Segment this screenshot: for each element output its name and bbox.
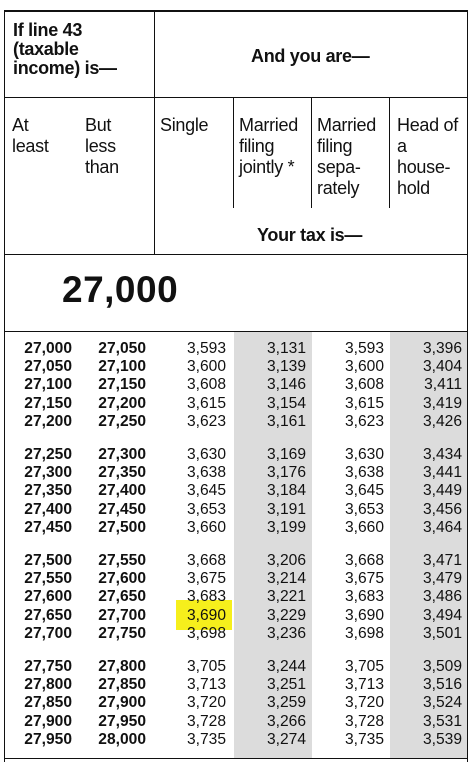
table-row <box>4 501 468 519</box>
line-43-label: If line 43 (taxable income) is— <box>13 20 117 78</box>
table-row <box>4 588 468 606</box>
married-jointly-cell: 3,176 <box>266 464 306 482</box>
head-of-household-cell: 3,471 <box>422 552 462 569</box>
single-cell: 3,630 <box>186 446 226 463</box>
table-row <box>4 676 468 694</box>
at-least-cell: 27,400 <box>24 500 72 518</box>
married-jointly-cell: 3,259 <box>266 694 306 712</box>
table-row <box>4 464 468 482</box>
head-of-household-cell: 3,516 <box>422 676 462 694</box>
single-cell: 3,675 <box>186 570 226 588</box>
single-cell: 3,690 <box>186 606 226 624</box>
married-jointly-cell: 3,214 <box>266 570 306 588</box>
single-cell: 3,623 <box>186 412 226 430</box>
table-row <box>4 607 468 625</box>
at-least-cell: 27,750 <box>24 658 72 675</box>
head-of-household-cell: 3,411 <box>424 376 462 394</box>
table-row <box>4 482 468 500</box>
at-least-cell: 27,100 <box>24 376 72 394</box>
but-less-than-cell: 27,750 <box>98 624 146 642</box>
head-of-household-cell: 3,524 <box>422 694 462 712</box>
married-separately-cell: 3,705 <box>344 658 384 675</box>
married-separately-label: Married filing sepa- rately <box>317 115 376 198</box>
table-row <box>4 395 468 413</box>
at-least-cell: 27,050 <box>24 358 72 376</box>
tax-table <box>4 10 468 762</box>
married-separately-cell: 3,638 <box>344 464 384 482</box>
head-of-household-cell: 3,501 <box>422 624 462 642</box>
but-less-than-cell: 27,400 <box>98 482 146 500</box>
but-less-than-cell: 27,450 <box>98 500 146 518</box>
married-separately-cell: 3,623 <box>344 412 384 430</box>
but-less-than-cell: 27,100 <box>98 358 146 376</box>
head-of-household-cell: 3,539 <box>422 730 462 748</box>
head-of-household-cell: 3,509 <box>422 658 462 675</box>
single-cell: 3,713 <box>186 676 226 694</box>
single-cell: 3,660 <box>186 518 226 536</box>
at-least-cell: 27,350 <box>24 482 72 500</box>
table-row <box>4 376 468 394</box>
but-less-than-cell: 27,350 <box>98 464 146 482</box>
but-less-than-cell: 27,700 <box>98 606 146 624</box>
married-separately-cell: 3,593 <box>344 340 384 357</box>
but-less-than-cell: 27,200 <box>98 394 146 412</box>
at-least-cell: 27,650 <box>24 606 72 624</box>
single-cell: 3,720 <box>186 694 226 712</box>
head-of-household-cell: 3,486 <box>422 588 462 606</box>
head-of-household-cell: 3,396 <box>422 340 462 357</box>
but-less-than-cell: 27,800 <box>98 658 146 675</box>
section-title: 27,000 <box>62 269 179 310</box>
table-row <box>4 446 468 464</box>
married-jointly-cell: 3,139 <box>266 358 306 376</box>
single-cell: 3,683 <box>186 588 226 606</box>
but-less-than-label: But less than <box>85 115 119 177</box>
single-cell: 3,728 <box>186 712 226 730</box>
married-jointly-cell: 3,154 <box>266 394 306 412</box>
your-tax-is-label: Your tax is— <box>257 225 363 245</box>
married-separately-cell: 3,720 <box>344 694 384 712</box>
column-divider-1 <box>233 98 234 208</box>
at-least-cell: 27,950 <box>24 730 72 748</box>
but-less-than-cell: 27,050 <box>98 340 146 357</box>
table-row <box>4 658 468 676</box>
single-cell: 3,615 <box>186 394 226 412</box>
married-separately-cell: 3,630 <box>344 446 384 463</box>
but-less-than-cell: 27,300 <box>98 446 146 463</box>
married-jointly-cell: 3,244 <box>266 658 306 675</box>
head-of-household-cell: 3,479 <box>422 570 462 588</box>
married-separately-cell: 3,653 <box>344 500 384 518</box>
table-row <box>4 552 468 570</box>
married-jointly-label: Married filing jointly * <box>239 115 298 177</box>
at-least-label: At least <box>12 115 49 156</box>
top-border <box>4 10 468 12</box>
married-separately-cell: 3,645 <box>344 482 384 500</box>
but-less-than-cell: 27,900 <box>98 694 146 712</box>
head-of-household-cell: 3,419 <box>422 394 462 412</box>
table-row <box>4 358 468 376</box>
married-separately-cell: 3,668 <box>344 552 384 569</box>
married-jointly-cell: 3,199 <box>266 518 306 536</box>
single-cell: 3,735 <box>186 730 226 748</box>
table-row <box>4 731 468 749</box>
at-least-cell: 27,150 <box>24 394 72 412</box>
at-least-cell: 27,300 <box>24 464 72 482</box>
single-label: Single <box>160 115 209 135</box>
but-less-than-cell: 27,850 <box>98 676 146 694</box>
but-less-than-cell: 28,000 <box>98 730 146 748</box>
single-cell: 3,600 <box>186 358 226 376</box>
married-jointly-cell: 3,229 <box>266 606 306 624</box>
at-least-cell: 27,250 <box>24 446 72 463</box>
section-bottom-border <box>4 331 468 332</box>
married-separately-cell: 3,600 <box>344 358 384 376</box>
married-jointly-cell: 3,131 <box>266 340 306 357</box>
at-least-cell: 27,450 <box>24 518 72 536</box>
single-cell: 3,698 <box>186 624 226 642</box>
at-least-cell: 27,800 <box>24 676 72 694</box>
single-cell: 3,593 <box>186 340 226 357</box>
head-of-household-cell: 3,456 <box>422 500 462 518</box>
table-row <box>4 340 468 358</box>
at-least-cell: 27,850 <box>24 694 72 712</box>
and-you-are-label: And you are— <box>251 46 370 66</box>
at-least-cell: 27,500 <box>24 552 72 569</box>
header-divider <box>4 97 468 98</box>
married-jointly-cell: 3,184 <box>266 482 306 500</box>
head-of-household-cell: 3,494 <box>422 606 462 624</box>
single-cell: 3,653 <box>186 500 226 518</box>
head-of-household-cell: 3,404 <box>422 358 462 376</box>
table-row <box>4 694 468 712</box>
header-bottom-border <box>4 254 468 255</box>
table-row <box>4 519 468 537</box>
married-separately-cell: 3,683 <box>344 588 384 606</box>
single-cell: 3,638 <box>186 464 226 482</box>
single-cell: 3,645 <box>186 482 226 500</box>
but-less-than-cell: 27,250 <box>98 412 146 430</box>
table-row <box>4 570 468 588</box>
married-jointly-cell: 3,161 <box>266 412 306 430</box>
married-separately-cell: 3,608 <box>344 376 384 394</box>
married-jointly-cell: 3,221 <box>266 588 306 606</box>
column-divider-2 <box>311 98 312 208</box>
bottom-border <box>4 758 468 759</box>
head-of-household-cell: 3,426 <box>422 412 462 430</box>
head-of-household-cell: 3,464 <box>422 518 462 536</box>
head-of-household-cell: 3,449 <box>422 482 462 500</box>
at-least-cell: 27,900 <box>24 712 72 730</box>
married-jointly-cell: 3,251 <box>266 676 306 694</box>
but-less-than-cell: 27,500 <box>98 518 146 536</box>
but-less-than-cell: 27,650 <box>98 588 146 606</box>
married-separately-cell: 3,728 <box>344 712 384 730</box>
single-cell: 3,668 <box>186 552 226 569</box>
married-separately-cell: 3,690 <box>344 606 384 624</box>
table-row <box>4 625 468 643</box>
married-jointly-cell: 3,206 <box>266 552 306 569</box>
married-jointly-cell: 3,191 <box>266 500 306 518</box>
at-least-cell: 27,200 <box>24 412 72 430</box>
at-least-cell: 27,700 <box>24 624 72 642</box>
married-separately-cell: 3,735 <box>344 730 384 748</box>
table-row <box>4 713 468 731</box>
but-less-than-cell: 27,550 <box>98 552 146 569</box>
head-of-household-label: Head of a house- hold <box>397 115 458 198</box>
married-separately-cell: 3,675 <box>344 570 384 588</box>
married-jointly-cell: 3,146 <box>266 376 306 394</box>
at-least-cell: 27,550 <box>24 570 72 588</box>
married-jointly-cell: 3,236 <box>266 624 306 642</box>
column-divider-3 <box>389 98 390 208</box>
married-jointly-cell: 3,169 <box>266 446 306 463</box>
at-least-cell: 27,000 <box>24 340 72 357</box>
but-less-than-cell: 27,600 <box>98 570 146 588</box>
head-of-household-cell: 3,434 <box>422 446 462 463</box>
married-separately-cell: 3,615 <box>344 394 384 412</box>
married-jointly-cell: 3,266 <box>266 712 306 730</box>
married-separately-cell: 3,698 <box>344 624 384 642</box>
but-less-than-cell: 27,950 <box>98 712 146 730</box>
married-separately-cell: 3,660 <box>344 518 384 536</box>
married-jointly-cell: 3,274 <box>266 730 306 748</box>
income-divider <box>154 10 155 255</box>
single-cell: 3,608 <box>186 376 226 394</box>
head-of-household-cell: 3,531 <box>422 712 462 730</box>
but-less-than-cell: 27,150 <box>98 376 146 394</box>
head-of-household-cell: 3,441 <box>422 464 462 482</box>
single-cell: 3,705 <box>186 658 226 675</box>
married-separately-cell: 3,713 <box>344 676 384 694</box>
table-row <box>4 413 468 431</box>
at-least-cell: 27,600 <box>24 588 72 606</box>
